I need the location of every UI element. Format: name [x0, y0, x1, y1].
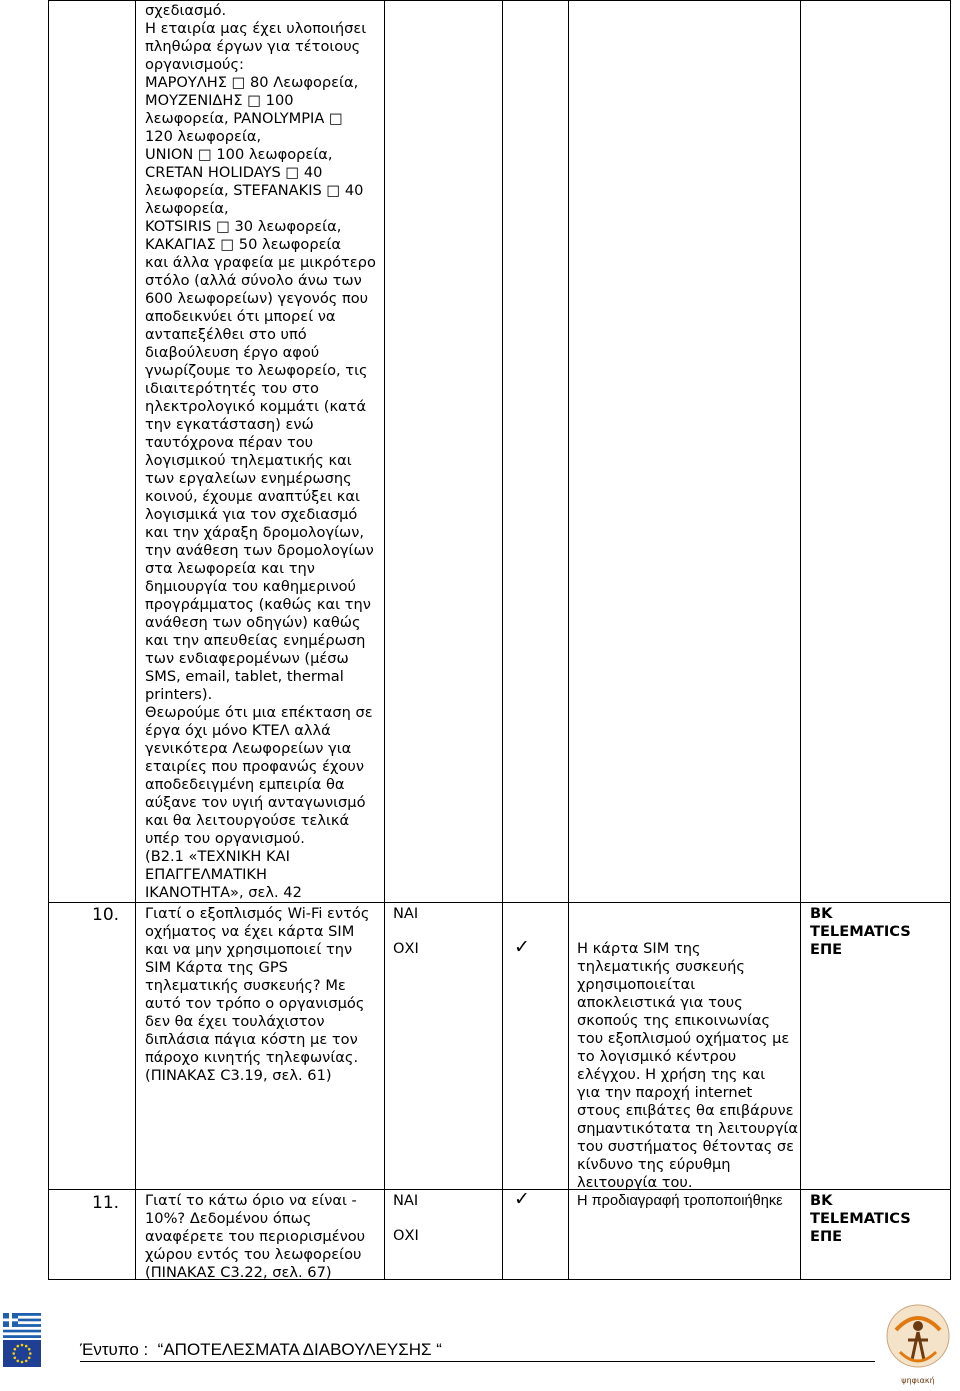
eu-flag-icon: [3, 1340, 41, 1367]
row-10-comment: Η κάρτα SIM της τηλεματικής συσκευής χρησιμοποιείται αποκλειστικά για τους σκοπούς της επικοινωνίας του εξοπλισμού οχήματος με το λογισμικό κέντρου ελέγχου. Η χρήση της και για την παροχή internet στους επιβάτες θα επιβάρυνε σημαντικότατα τη λειτουργία του συστήματος θέτοντας σε κίνδυνο της εύρυθμη λειτουργία του.: [577, 940, 799, 1191]
row-divider-11: [48, 1189, 951, 1190]
row-11-question: Γιατί το κάτω όριο να είναι - 10%? Δεδομένου όπως αναφέρετε του περιορισμένου χώρου εντός του λεωφορείου (ΠΙΝΑΚΑΣ C3.22, σελ. 67): [145, 1192, 366, 1281]
row-10-number: 10.: [92, 905, 120, 925]
col-divider-3: [502, 0, 503, 1280]
row-11-submitter: ΒΚ TELEMATICS ΕΠΕ: [810, 1192, 911, 1245]
col-divider-5: [800, 0, 801, 1280]
prev-row-description: σχεδιασμό. Η εταιρία μας έχει υλοποιήσει πληθώρα έργων για τέτοιους οργανισμούς: ΜΑΡΟΥΛΗΣ □ 80 Λεωφορεία, ΜΟΥΖΕΝΙΔΗΣ □ 100 λεωφορεία, PANOLYMPIA □ 120 λεωφορεία, UNION □ 100 λεωφορεία, CRETAN HOLIDAYS □ 40 λεωφορεία, STEFANAKIS □ 40 λεωφορεία, KOTSIRIS □ 30 λεωφορεία, ΚΑΚΑΓΙΑΣ □ 50 λεωφορεία και άλλα γραφεία με μικρότερο στόλο (αλλά σύνολο άνω των 600 λεωφορείων) γεγονός που αποδεικνύει ότι μπορεί να ανταπεξέλθει στο υπό διαβούλευση έργο αφού γνωρίζουμε το λεωφορείο, τις ιδιαιτερότητές του στο ηλεκτρολογικό κομμάτι (κατά την εγκατάσταση) ενώ ταυτόχρονα πέραν του λογισμικού τηλεματικής και των εργαλείων ενημέρωσης κοινού, έχουμε αναπτύξει και λογισμικά για τον σχεδιασμό και την χάραξη δρομολογίων, την ανάθεση των δρομολογίων στα λεωφορεία και την δημιουργία του καθημερινού προγράμματος (καθώς και την ανάθεση των οδηγών) καθώς και την απευθείας ενημέρωση των ενδιαφερομένων (μέσω SMS, email, tablet, thermal printers). Θεωρούμε ότι μια επέκταση σε έργα όχι μόνο ΚΤΕΛ αλλά γενικότερα Λεωφορείων για εταιρίες που προφανώς έχουν αποδεδειγμένη εμπειρία θα αύξανε τον υγιή ανταγωνισμό και θα λειτουργούσε τελικά υπέρ του οργανισμού. (Β2.1 «ΤΕΧΝΙΚΗ ΚΑΙ ΕΠΑΓΓΕΛΜΑΤΙΚΗ ΙΚΑΝΟΤΗΤΑ», σελ. 42: [145, 2, 376, 901]
col-divider-2: [384, 0, 385, 1280]
row-10-question: Γιατί ο εξοπλισμός Wi-Fi εντός οχήματος να έχει κάρτα SIM και να μην χρησιμοποιεί την SIM Κάρτα της GPS τηλεματικής συσκευής? Με αυτό τον τρόπο ο οργανισμός δεν θα έχει τουλάχιστον διπλάσια πάγια κόστη με τον πάροχο κινητής τηλεφωνίας. (ΠΙΝΑΚΑΣ C3.19, σελ. 61): [145, 905, 370, 1084]
footer-rule: [80, 1361, 875, 1362]
row-11-number: 11.: [92, 1193, 120, 1213]
col-divider-4: [568, 0, 569, 1280]
row-10-no: ΟΧΙ: [393, 940, 419, 957]
footer-form-label: Έντυπο : “ΑΠΟΤΕΛΕΣΜΑΤΑ ΔΙΑΒΟΥΛΕΥΣΗΣ “: [80, 1340, 442, 1359]
col-divider-1: [135, 0, 136, 1280]
table-border-left: [48, 0, 49, 1280]
digital-greece-logo: [878, 1300, 958, 1387]
row-11-check-icon: ✓: [514, 1188, 530, 1210]
row-11-yes: ΝΑΙ: [393, 1192, 419, 1209]
row-11-no: ΟΧΙ: [393, 1227, 419, 1244]
row-11-comment: Η προδιαγραφή τροποποιήθηκε: [577, 1193, 783, 1209]
table-border-right: [950, 0, 951, 1280]
row-10-yes: ΝΑΙ: [393, 905, 419, 922]
row-10-submitter: ΒΚ TELEMATICS ΕΠΕ: [810, 905, 911, 958]
row-10-check-icon: ✓: [514, 936, 530, 958]
row-divider-top: [48, 0, 951, 1]
row-divider-10: [48, 902, 951, 903]
greek-flag-icon: [3, 1313, 41, 1338]
svg-text:ψηφιακή: ψηφιακή: [901, 1376, 935, 1385]
